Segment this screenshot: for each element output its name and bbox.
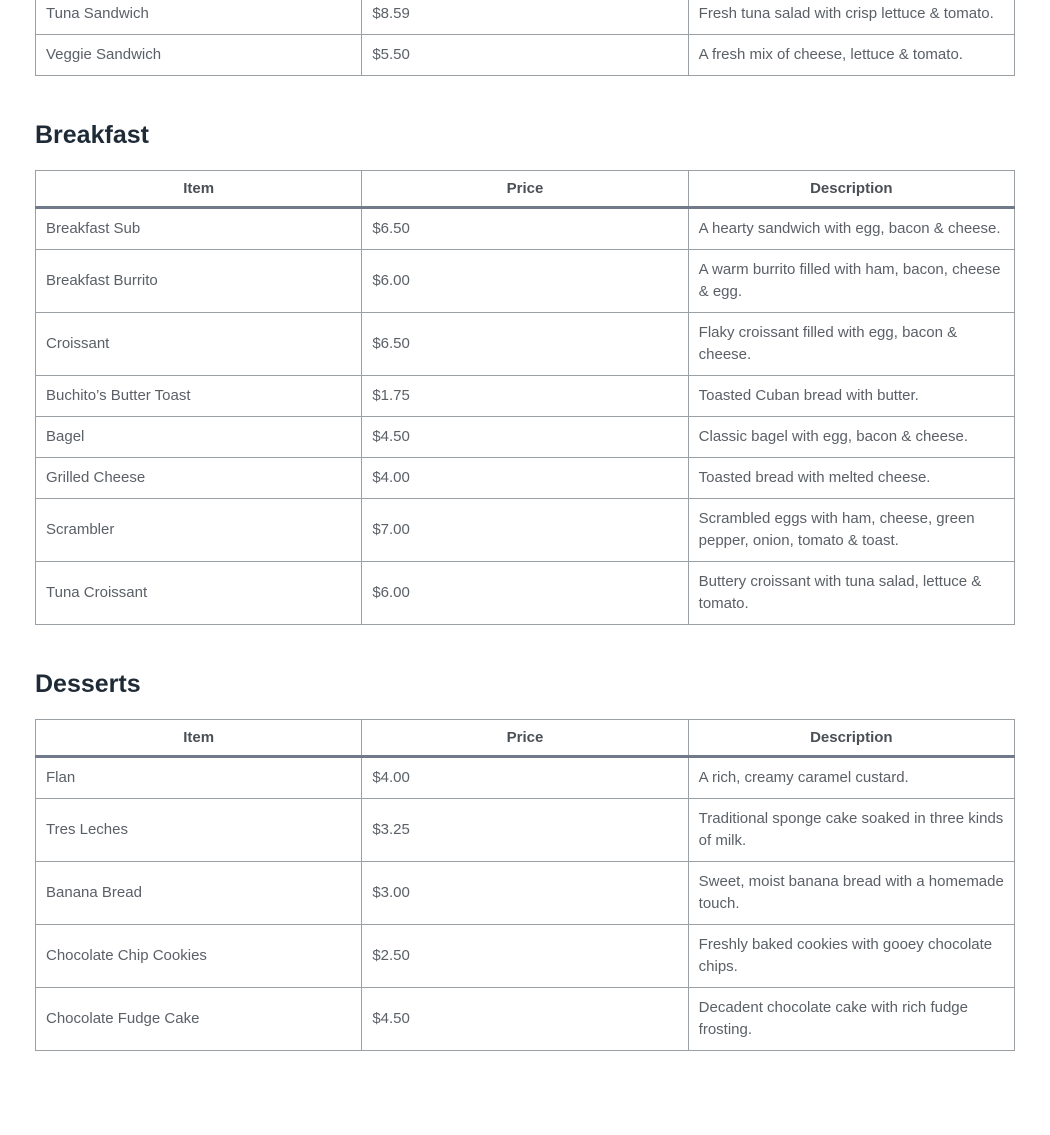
cell-description: Fresh tuna salad with crisp lettuce & tomato.: [688, 0, 1014, 35]
table-row: [36, 35, 1015, 76]
cell-item: Veggie Sandwich: [36, 35, 362, 76]
table-row: [36, 208, 1015, 250]
cell-description: Buttery croissant with tuna salad, lettuce & tomato.: [688, 562, 1014, 625]
cell-description: Classic bagel with egg, bacon & cheese.: [688, 417, 1014, 458]
cell-item: Tres Leches: [36, 799, 362, 862]
cell-item: Croissant: [36, 313, 362, 376]
cell-price: $8.59: [362, 0, 688, 35]
cell-item: Flan: [36, 757, 362, 799]
table-row: [36, 376, 1015, 417]
cell-description: Sweet, moist banana bread with a homemade touch.: [688, 862, 1014, 925]
table-row: [36, 799, 1015, 862]
cell-description: A warm burrito filled with ham, bacon, cheese & egg.: [688, 250, 1014, 313]
table-row: [36, 988, 1015, 1051]
table-row: [36, 925, 1015, 988]
cell-price: $5.50: [362, 35, 688, 76]
cell-item: Chocolate Fudge Cake: [36, 988, 362, 1051]
cell-description: Decadent chocolate cake with rich fudge frosting.: [688, 988, 1014, 1051]
cell-item: Tuna Sandwich: [36, 0, 362, 35]
cell-item: Breakfast Burrito: [36, 250, 362, 313]
table-row: [36, 458, 1015, 499]
cell-price: $3.00: [362, 862, 688, 925]
cell-description: A hearty sandwich with egg, bacon & cheese.: [688, 208, 1014, 250]
cell-price: $4.00: [362, 458, 688, 499]
cell-item: Banana Bread: [36, 862, 362, 925]
cell-item: Scrambler: [36, 499, 362, 562]
sandwiches-table: [35, 0, 1015, 76]
cell-item: Grilled Cheese: [36, 458, 362, 499]
cell-description: Flaky croissant filled with egg, bacon & cheese.: [688, 313, 1014, 376]
cell-item: Bagel: [36, 417, 362, 458]
table-row: [36, 417, 1015, 458]
cell-price: $2.50: [362, 925, 688, 988]
table-header-row: [36, 720, 1015, 757]
cell-price: $6.00: [362, 250, 688, 313]
cell-price: $4.50: [362, 417, 688, 458]
table-row: [36, 313, 1015, 376]
cell-item: Chocolate Chip Cookies: [36, 925, 362, 988]
cell-price: $6.00: [362, 562, 688, 625]
section-title-breakfast: Breakfast: [35, 121, 149, 149]
cell-price: $6.50: [362, 208, 688, 250]
cell-item: Buchito’s Butter Toast: [36, 376, 362, 417]
column-header-item: Item: [36, 171, 362, 208]
cell-price: $7.00: [362, 499, 688, 562]
cell-price: $4.50: [362, 988, 688, 1051]
column-header-description: Description: [688, 720, 1014, 757]
cell-description: Traditional sponge cake soaked in three kinds of milk.: [688, 799, 1014, 862]
column-header-item: Item: [36, 720, 362, 757]
sandwiches-table-partial: [35, 0, 1015, 76]
breakfast-table: [35, 170, 1015, 625]
column-header-price: Price: [362, 171, 688, 208]
cell-description: Scrambled eggs with ham, cheese, green pepper, onion, tomato & toast.: [688, 499, 1014, 562]
table-row: [36, 757, 1015, 799]
column-header-price: Price: [362, 720, 688, 757]
table-header-row: [36, 171, 1015, 208]
cell-description: Toasted Cuban bread with butter.: [688, 376, 1014, 417]
column-header-description: Description: [688, 171, 1014, 208]
section-title-desserts: Desserts: [35, 670, 141, 698]
cell-description: Freshly baked cookies with gooey chocolate chips.: [688, 925, 1014, 988]
table-row: [36, 250, 1015, 313]
cell-description: Toasted bread with melted cheese.: [688, 458, 1014, 499]
cell-price: $6.50: [362, 313, 688, 376]
table-row: [36, 499, 1015, 562]
cell-price: $4.00: [362, 757, 688, 799]
cell-description: A fresh mix of cheese, lettuce & tomato.: [688, 35, 1014, 76]
cell-price: $3.25: [362, 799, 688, 862]
desserts-table: [35, 719, 1015, 1051]
cell-description: A rich, creamy caramel custard.: [688, 757, 1014, 799]
table-row: [36, 562, 1015, 625]
table-row: [36, 0, 1015, 35]
cell-item: Tuna Croissant: [36, 562, 362, 625]
menu-sections: [35, 121, 1015, 1051]
table-row: [36, 862, 1015, 925]
cell-item: Breakfast Sub: [36, 208, 362, 250]
bottom-whitespace: [35, 1051, 1015, 1111]
cell-price: $1.75: [362, 376, 688, 417]
